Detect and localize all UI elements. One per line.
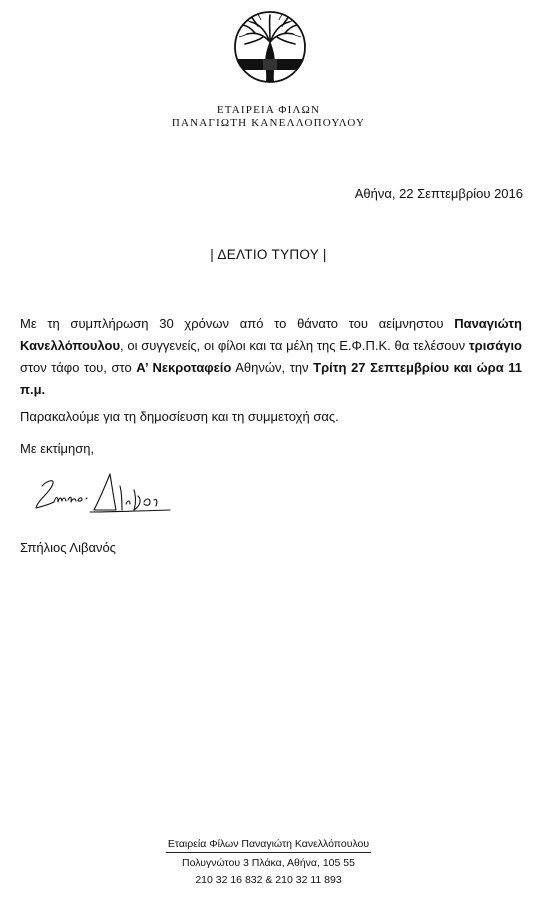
organization-name-line1: ΕΤΑΙΡΕΙΑ ΦΙΛΩΝ: [216, 104, 321, 116]
organization-name-line2: ΠΑΝΑΓΙΩΤΗ ΚΑΝΕΛΛΟΠΟΥΛΟΥ: [171, 117, 366, 129]
body-text: Αθηνών, την: [231, 360, 314, 375]
footer-phones: 210 32 16 832 & 210 32 11 893: [195, 874, 342, 886]
body-text: Με τη συμπλήρωση 30 χρόνων από το θάνατο του αείμνηστου: [20, 316, 455, 331]
page-title: | ΔΕΛΤΙΟ ΤΥΠΟΥ |: [210, 247, 327, 262]
tree-seal-icon: [233, 10, 307, 98]
body-paragraph: [20, 313, 522, 401]
signer-name: Σπήλιος Λιβανός: [20, 540, 116, 555]
closing-salutation: Με εκτίμηση,: [20, 441, 95, 456]
request-paragraph: Παρακαλούμε για τη δημοσίευση και τη συμμετοχή σας.: [20, 409, 339, 424]
footer-organization-name: Εταιρεία Φίλων Παναγιώτη Κανελλόπουλου: [166, 838, 371, 853]
body-text: στον τάφο του, στο: [20, 360, 137, 375]
event-name: τρισάγιο: [468, 338, 522, 353]
honoree-name: Παναγιώτη Κανελλόπουλου: [20, 316, 522, 353]
footer-address: Πολυγνώτου 3 Πλάκα, Αθήνα, 105 55: [182, 857, 355, 869]
footer-organization: [0, 838, 537, 850]
letter-date: Αθήνα, 22 Σεπτεμβρίου 2016: [354, 186, 523, 201]
body-text: , οι συγγενείς, οι φίλοι και τα μέλη της Ε.Φ.Π.Κ. θα τελέσουν: [120, 338, 469, 353]
event-location: Α’ Νεκροταφείο: [136, 360, 232, 375]
event-datetime: Τρίτη 27 Σεπτεμβρίου και ώρα 11 π.μ.: [20, 360, 523, 397]
handwritten-signature: [30, 466, 180, 524]
